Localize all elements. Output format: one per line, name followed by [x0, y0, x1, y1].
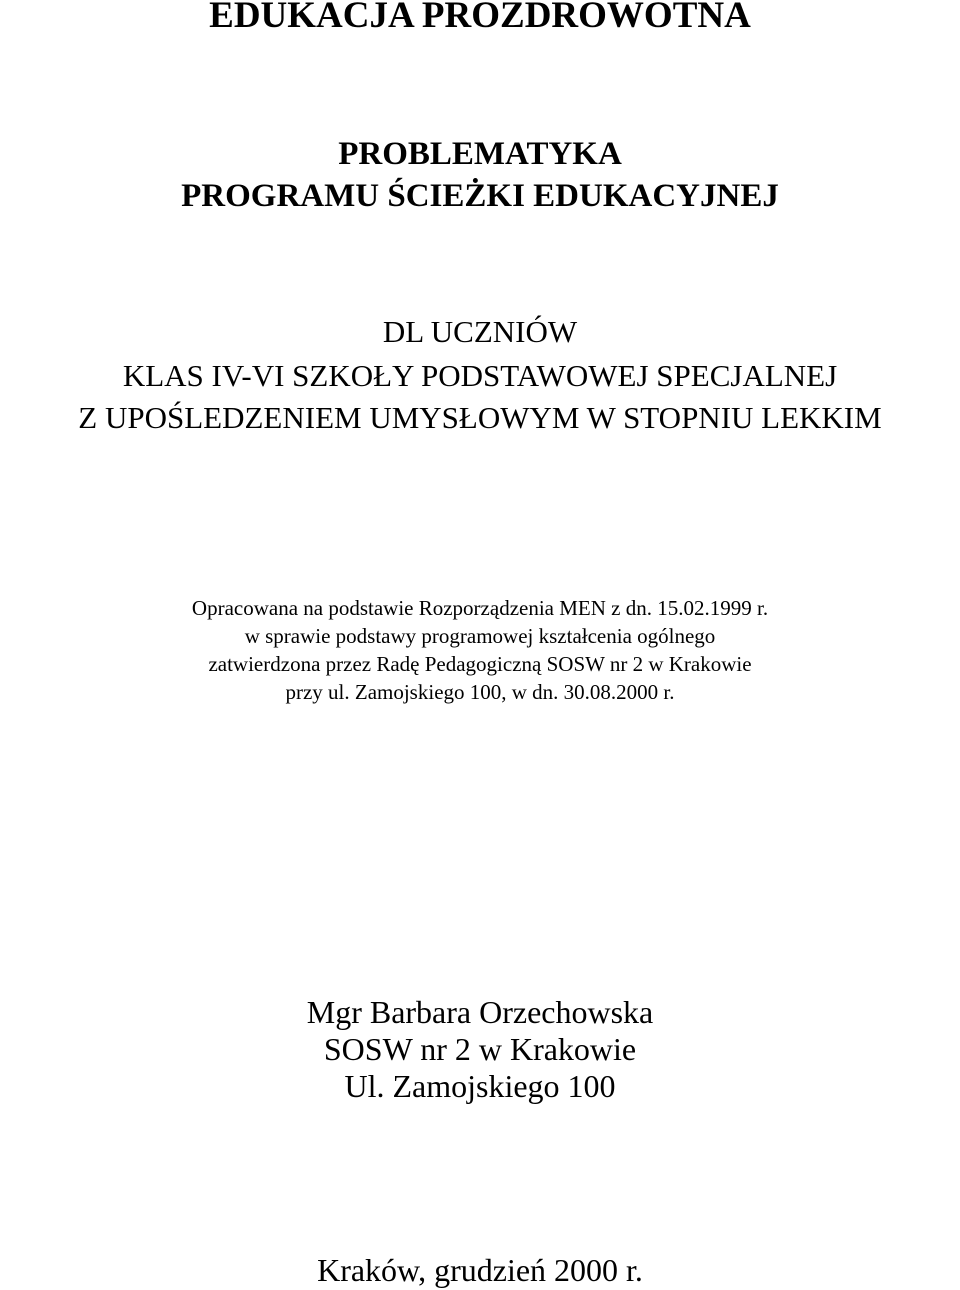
basis-line-4: przy ul. Zamojskiego 100, w dn. 30.08.2000 r. — [285, 680, 675, 704]
author-address: Ul. Zamojskiego 100 — [344, 1068, 616, 1104]
document-title: EDUKACJA PROZDROWOTNA — [209, 0, 751, 36]
subtitle-line-1: PROBLEMATYKA — [338, 136, 622, 172]
place-date: Kraków, grudzień 2000 r. — [317, 1252, 643, 1288]
author-institution: SOSW nr 2 w Krakowie — [323, 1031, 637, 1067]
basis-line-1: Opracowana na podstawie Rozporządzenia MEN z dn. 15.02.1999 r. — [191, 596, 769, 620]
audience-line-3: Z UPOŚLEDZENIEM UMYSŁOWYM W STOPNIU LEKKIM — [78, 400, 882, 435]
basis-line-3: zatwierdzona przez Radę Pedagogiczną SOSW nr 2 w Krakowie — [208, 652, 752, 676]
basis-line-2: w sprawie podstawy programowej kształcenia ogólnego — [244, 624, 716, 648]
author-name: Mgr Barbara Orzechowska — [306, 994, 654, 1030]
audience-line-2: KLAS IV-VI SZKOŁY PODSTAWOWEJ SPECJALNEJ — [122, 358, 838, 393]
subtitle-line-2: PROGRAMU ŚCIEŻKI EDUKACYJNEJ — [181, 178, 779, 214]
audience-line-1: DL UCZNIÓW — [382, 314, 578, 349]
